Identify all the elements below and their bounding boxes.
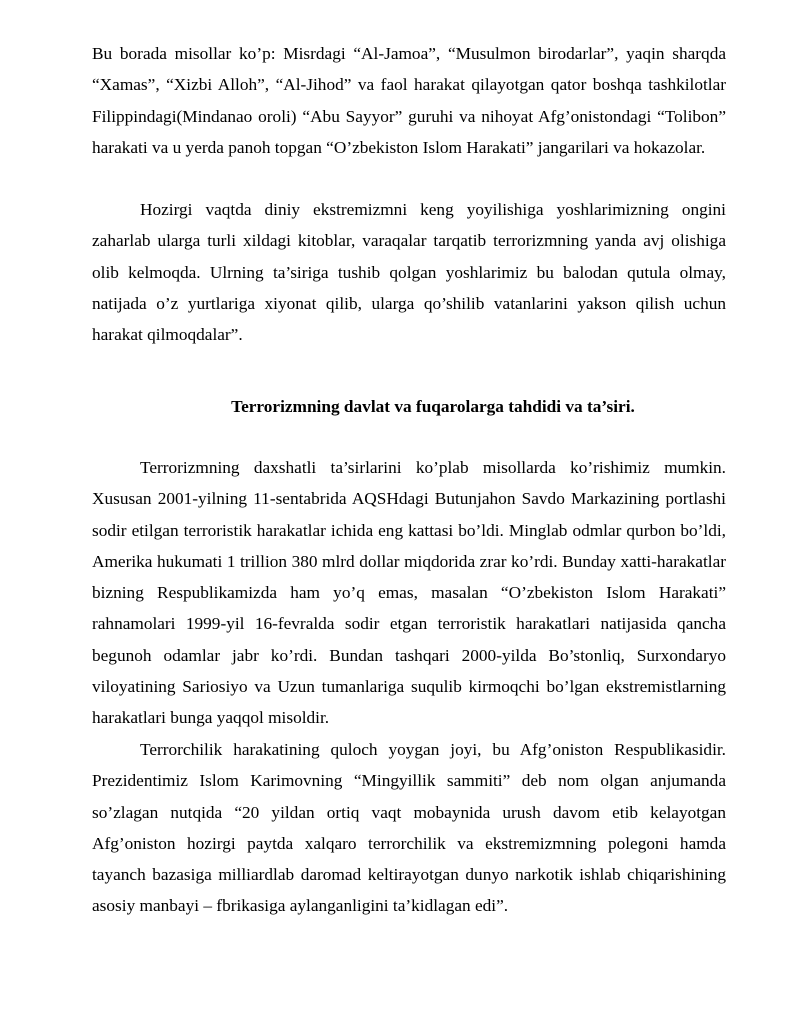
body-paragraph: Bu borada misollar ko’p: Misrdagi “Al-Jamoa”, “Musulmon birodarlar”, yaqin sharqda “Xamas”, “Xizbi Alloh”, “Al-Jihod” va faol harakat qilayotgan qator boshqa tashkilotlar Filippindagi(Mindanao oroli) “Abu Sayyor” guruhi va nihoyat Afg’onistondagi “Tolibon” harakati va u yerda panoh topgan “O’zbekiston Islom Harakati” jangarilari va hokazolar. — [92, 44, 726, 157]
body-paragraph: Hozirgi vaqtda diniy ekstremizmni keng yoyilishiga yoshlarimizning ongini zaharlab ularga turli xildagi kitoblar, varaqalar tarqatib terrorizmning yanda avj olishiga olib kelmoqda. Ulrning ta’siriga tushib qolgan yoshlarimiz bu balodan qutula olmay, natijada o’z yurtlariga xiyonat qilib, ularga qo’shilib vatanlarini yakson qilish uchun harakat qilmoqdalar”. — [92, 200, 726, 345]
section-heading: Terrorizmning davlat va fuqarolarga tahdidi va ta’siri. — [231, 397, 635, 416]
body-paragraph: Terrorizmning daxshatli ta’sirlarini ko’plab misollarda ko’rishimiz mumkin. Xususan 2001-yilning 11-sentabrida AQSHdagi Butunjahon Savdo Markazining portlashi sodir etilgan terroristik harakatlar ichida eng kattasi bo’ldi. Minglab odmlar qurbon bo’ldi, Amerika hukumati 1 trillion 380 mlrd dollar miqdorida zrar ko’rdi. Bunday xatti-harakatlar bizning Respublikamizda ham yo’q emas, masalan “O’zbekiston Islom Harakati” rahnamolari 1999-yil 16-fevralda sodir etgan terroristik harakatlari natijasida qancha begunoh odamlar jabr ko’rdi. Bundan tashqari 2000-yilda Bo’stonliq, Surxondaryo viloyatining Sariosiyo va Uzun tumanlariga suqulib kirmoqchi bo’lgan ekstremistlarning harakatlari bunga yaqqol misoldir. — [92, 458, 726, 728]
body-paragraph: Terrorchilik harakatining quloch yoygan joyi, bu Afg’oniston Respublikasidir. Prezidentimiz Islom Karimovning “Mingyillik sammiti” deb nom olgan anjumanda so’zlagan nutqida “20 yildan ortiq vaqt mobaynida urush davom etib kelayotgan Afg’oniston hozirgi paytda xalqaro terrorchilik va ekstremizmning polegoni hamda tayanch bazasiga milliardlab daromad keltirayotgan dunyo narkotik ishlab chiqarishining asosiy manbayi – fbrikasiga aylanganligini ta’kidlagan edi”. — [92, 740, 726, 916]
